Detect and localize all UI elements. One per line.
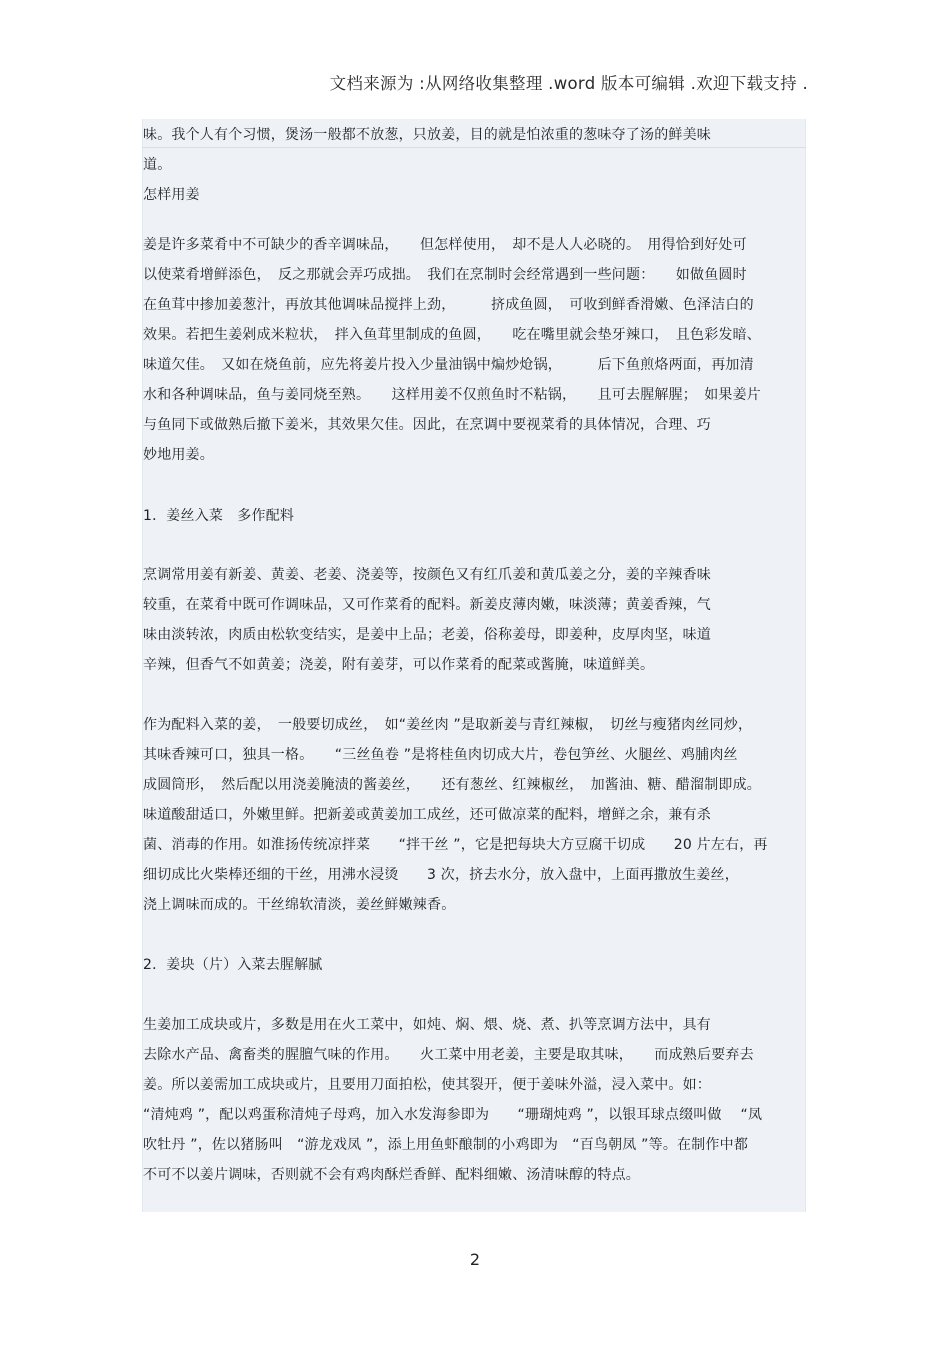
text-line: 吹牡丹 ”，佐以猪肠叫 “游龙戏凤 ”，添上用鱼虾酿制的小鸡即为 “百鸟朝凤 ”等。在制作中都 (143, 1137, 749, 1153)
text-line: 姜。所以姜需加工成块或片，且要用刀面拍松，使其裂开，便于姜味外溢，浸入菜中。如： (143, 1077, 711, 1093)
text-line: 道。 (143, 157, 172, 173)
text-line: 生姜加工成块或片，多数是用在火工菜中，如炖、焖、煨、烧、煮、扒等烹调方法中，具有 (143, 1017, 711, 1033)
text-line: 与鱼同下或做熟后撤下姜米，其效果欠佳。因此，在烹调中要视菜肴的具体情况，合理、巧 (143, 417, 711, 433)
section-heading: 2．姜块（片）入菜去腥解腻 (143, 957, 323, 973)
text-line: 味道酸甜适口，外嫩里鲜。把新姜或黄姜加工成丝，还可做凉菜的配料，增鲜之余，兼有杀 (143, 807, 711, 823)
text-line: 不可不以姜片调味，否则就不会有鸡肉酥烂香鲜、配料细嫩、汤清味醇的特点。 (143, 1167, 640, 1183)
text-line: 姜是许多菜肴中不可缺少的香辛调味品， 但怎样使用， 却不是人人必晓的。 用得恰到好处可 (143, 237, 747, 253)
text-line: 作为配料入菜的姜， 一般要切成丝， 如“姜丝肉 ”是取新姜与青红辣椒， 切丝与瘦猪肉丝同炒， (143, 717, 753, 733)
text-line: 细切成比火柴棒还细的干丝，用沸水浸烫 3 次，挤去水分，放入盘中，上面再撒放生姜丝， (143, 867, 739, 883)
text-line: 味。我个人有个习惯，煲汤一般都不放葱，只放姜，目的就是怕浓重的葱味夺了汤的鲜美味 (143, 127, 711, 143)
text-line: 辛辣，但香气不如黄姜；浇姜，附有姜芽，可以作菜肴的配菜或酱腌，味道鲜美。 (143, 657, 655, 673)
text-line: 成圆筒形， 然后配以用浇姜腌渍的酱姜丝， 还有葱丝、红辣椒丝， 加酱油、糖、醋溜制即成。 (143, 777, 761, 793)
text-line: 水和各种调味品，鱼与姜同烧至熟。 这样用姜不仅煎鱼时不粘锅， 且可去腥解腥； 如果姜片 (143, 387, 761, 403)
page-number: 2 (469, 1250, 481, 1269)
text-line: 以使菜肴增鲜添色， 反之那就会弄巧成拙。 我们在烹制时会经常遇到一些问题： 如做鱼圆时 (143, 267, 747, 283)
text-line: 浇上调味而成的。干丝绵软清淡，姜丝鲜嫩辣香。 (143, 897, 456, 913)
text-line: 菌、消毒的作用。如淮扬传统凉拌菜 “拌干丝 ”，它是把每块大方豆腐干切成 20 片左右，再 (143, 837, 768, 853)
top-divider (142, 147, 806, 148)
text-line: 较重，在菜肴中既可作调味品，又可作菜肴的配料。新姜皮薄肉嫩，味淡薄；黄姜香辣，气 (143, 597, 711, 613)
text-line: 其味香辣可口，独具一格。 “三丝鱼卷 ”是将桂鱼肉切成大片，卷包笋丝、火腿丝、鸡脯肉丝 (143, 747, 738, 763)
text-line: “清炖鸡 ”，配以鸡蛋称清炖子母鸡，加入水发海参即为 “珊瑚炖鸡 ”，以银耳球点缀叫做 “凤 (143, 1107, 763, 1123)
section-heading: 1．姜丝入菜 多作配料 (143, 508, 295, 524)
document-source-header: 文档来源为 :从网络收集整理 .word 版本可编辑 .欢迎下载支持 . (329, 74, 808, 93)
text-line: 在鱼茸中掺加姜葱汁，再放其他调味品搅拌上劲， 挤成鱼圆， 可收到鲜香滑嫩、色泽洁白的 (143, 297, 754, 313)
text-line: 妙地用姜。 (143, 447, 214, 463)
section-heading: 怎样用姜 (143, 187, 200, 203)
text-line: 味由淡转浓，肉质由松软变结实，是姜中上品；老姜，俗称姜母，即姜种，皮厚肉坚，味道 (143, 627, 711, 643)
text-line: 效果。若把生姜剁成米粒状， 拌入鱼茸里制成的鱼圆， 吃在嘴里就会垫牙辣口， 且色彩发暗、 (143, 327, 761, 343)
text-line: 味道欠佳。 又如在烧鱼前，应先将姜片投入少量油锅中煸炒炝锅， 后下鱼煎烙两面，再加清 (143, 357, 754, 373)
text-line: 烹调常用姜有新姜、黄姜、老姜、浇姜等，按颜色又有红爪姜和黄瓜姜之分，姜的辛辣香味 (143, 567, 711, 583)
text-line: 去除水产品、禽畜类的腥膻气味的作用。 火工菜中用老姜，主要是取其味， 而成熟后要弃去 (143, 1047, 754, 1063)
